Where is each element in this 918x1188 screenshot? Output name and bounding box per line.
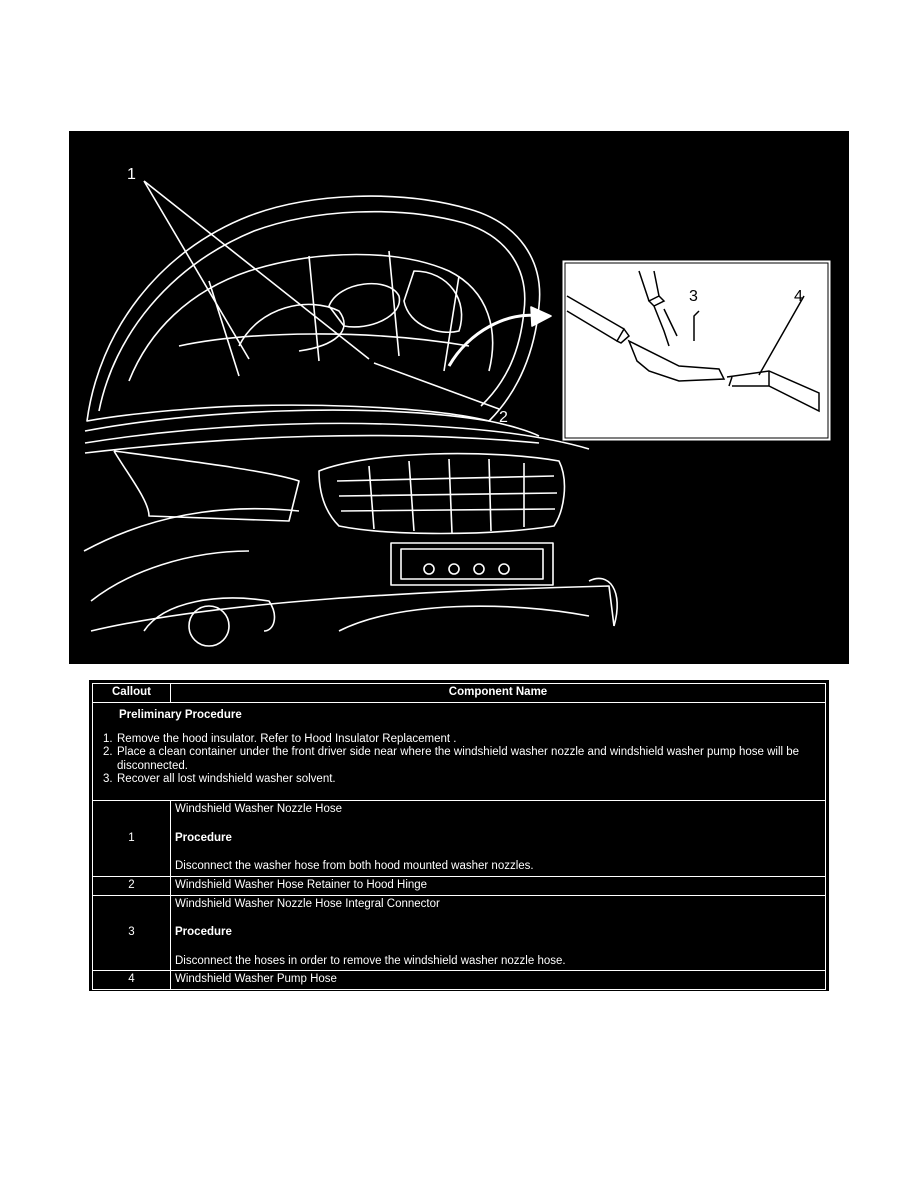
step-number: 1.	[103, 732, 113, 745]
hood-line-drawing	[69, 131, 849, 664]
table-row	[93, 971, 826, 990]
component-table	[92, 683, 826, 990]
procedure-label: Procedure	[175, 926, 232, 938]
procedure-text: Disconnect the hoses in order to remove the windshield washer nozzle hose.	[175, 954, 566, 967]
callout-1-label: 1	[127, 166, 136, 183]
table-row	[93, 801, 826, 877]
component-name: Windshield Washer Nozzle Hose	[175, 803, 343, 815]
preliminary-step	[97, 746, 821, 773]
table-row	[93, 876, 826, 895]
callout-4-label: 4	[794, 288, 803, 305]
row-callout: 2	[93, 876, 171, 895]
step-number: 3.	[103, 773, 113, 785]
step-text: Recover all lost windshield washer solvent.	[117, 773, 336, 785]
preliminary-step	[97, 733, 821, 747]
row-callout: 3	[93, 895, 171, 971]
header-component-name: Component Name	[171, 684, 826, 703]
table-row-preliminary	[93, 703, 826, 801]
table-header-row	[93, 684, 826, 703]
callout-2-label: 2	[499, 409, 508, 426]
preliminary-step	[97, 773, 821, 787]
row-callout: 1	[93, 801, 171, 877]
component-name: Windshield Washer Hose Retainer to Hood Hinge	[171, 876, 826, 895]
procedure-label: Procedure	[175, 831, 232, 844]
component-table-frame	[89, 680, 829, 991]
step-number: 2.	[103, 746, 113, 758]
inset-detail	[562, 260, 831, 441]
row-callout: 4	[93, 971, 171, 990]
component-name: Windshield Washer Nozzle Hose Integral Connector	[175, 897, 440, 910]
preliminary-title: Preliminary Procedure	[119, 709, 242, 721]
step-text: Remove the hood insulator. Refer to Hood Insulator Replacement .	[117, 732, 457, 745]
header-callout: Callout	[93, 684, 171, 703]
table-row	[93, 895, 826, 971]
component-name: Windshield Washer Pump Hose	[171, 971, 826, 990]
callout-3-label: 3	[689, 288, 698, 305]
procedure-text: Disconnect the washer hose from both hood mounted washer nozzles.	[175, 860, 534, 872]
detail-arrow	[449, 315, 539, 366]
step-text: Place a clean container under the front driver side near where the windshield washer nozzle and windshield washer pump hose will be disconnected.	[117, 746, 800, 772]
service-illustration	[69, 131, 849, 664]
